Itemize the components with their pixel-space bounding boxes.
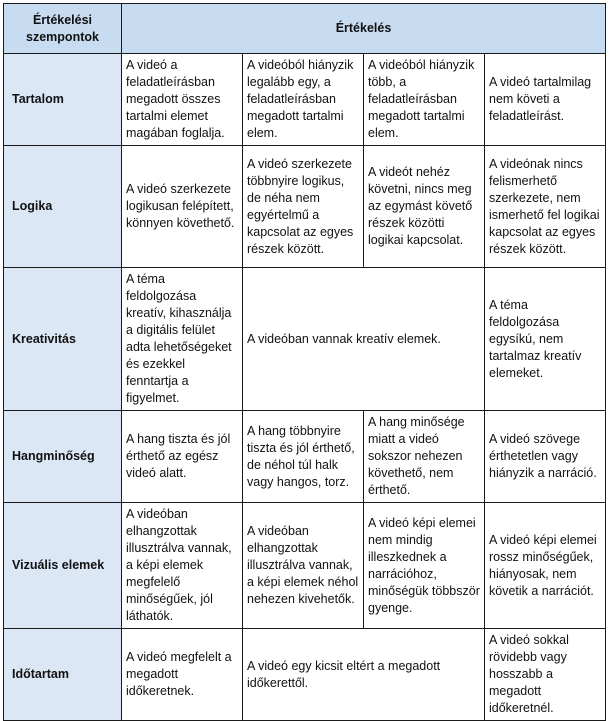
row-idotartam bbox=[4, 629, 606, 721]
rating-cell: A videóból hiányzik legalább egy, a feladatleírásban megadott tartalmi elem. bbox=[243, 54, 364, 146]
rating-cell: A videóban elhangzottak illusztrálva vannak, a képi elemek néhol nehezen kivehetők. bbox=[243, 503, 364, 629]
rating-cell: A videó tartalmilag nem követi a feladatleírást. bbox=[485, 54, 606, 146]
rating-cell: A videóból hiányzik több, a feladatleírásban megadott tartalmi elem. bbox=[364, 54, 485, 146]
rating-cell: A videóban elhangzottak illusztrálva vannak, a képi elemek megfelelő minőségűek, jól láthatók. bbox=[122, 503, 243, 629]
evaluation-header: Értékelés bbox=[122, 4, 606, 54]
row-kreativitas bbox=[4, 268, 606, 411]
rating-cell: A videó szövege érthetetlen vagy hiányzik a narráció. bbox=[485, 411, 606, 503]
criterion-label: Logika bbox=[4, 146, 122, 268]
rating-cell: A videó képi elemei nem mindig illeszkednek a narrációhoz, minőségük többször gyenge. bbox=[364, 503, 485, 629]
criterion-label: Tartalom bbox=[4, 54, 122, 146]
rating-cell: A videó sokkal rövidebb vagy hosszabb a megadott időkeretnél. bbox=[485, 629, 606, 721]
criterion-label: Vizuális elemek bbox=[4, 503, 122, 629]
criterion-label: Kreativitás bbox=[4, 268, 122, 411]
criterion-label: Hangminőség bbox=[4, 411, 122, 503]
rating-cell: A hang többnyire tiszta és jól érthető, de néhol túl halk vagy hangos, torz. bbox=[243, 411, 364, 503]
rating-cell: A videó megfelelt a megadott időkeretnek. bbox=[122, 629, 243, 721]
rating-cell: A téma feldolgozása egysíkú, nem tartalmaz kreatív elemeket. bbox=[485, 268, 606, 411]
rating-cell: A videóban vannak kreatív elemek. bbox=[243, 268, 485, 411]
rubric-table bbox=[3, 3, 606, 721]
rating-cell: A videónak nincs felismerhető szerkezete, nem ismerhető fel logikai kapcsolat az egyes részek között. bbox=[485, 146, 606, 268]
header-row bbox=[4, 4, 606, 54]
criteria-header: Értékelési szempontok bbox=[4, 4, 122, 54]
rating-cell: A videó egy kicsit eltért a megadott időkerettől. bbox=[243, 629, 485, 721]
row-hangminoseg bbox=[4, 411, 606, 503]
rating-cell: A téma feldolgozása kreatív, kihasználja a digitális felület adta lehetőségeket és ezekkel fenntartja a figyelmet. bbox=[122, 268, 243, 411]
rating-cell: A hang minősége miatt a videó sokszor nehezen követhető, nem érthető. bbox=[364, 411, 485, 503]
row-tartalom bbox=[4, 54, 606, 146]
rating-cell: A videó szerkezete logikusan felépített, könnyen követhető. bbox=[122, 146, 243, 268]
criterion-label: Időtartam bbox=[4, 629, 122, 721]
row-vizualis-elemek bbox=[4, 503, 606, 629]
rating-cell: A videó a feladatleírásban megadott összes tartalmi elemet magában foglalja. bbox=[122, 54, 243, 146]
rating-cell: A hang tiszta és jól érthető az egész videó alatt. bbox=[122, 411, 243, 503]
rating-cell: A videót nehéz követni, nincs meg az egymást követő részek közötti logikai kapcsolat. bbox=[364, 146, 485, 268]
row-logika bbox=[4, 146, 606, 268]
rating-cell: A videó szerkezete többnyire logikus, de néha nem egyértelmű a kapcsolat az egyes részek között. bbox=[243, 146, 364, 268]
rating-cell: A videó képi elemei rossz minőségűek, hiányosak, nem követik a narrációt. bbox=[485, 503, 606, 629]
